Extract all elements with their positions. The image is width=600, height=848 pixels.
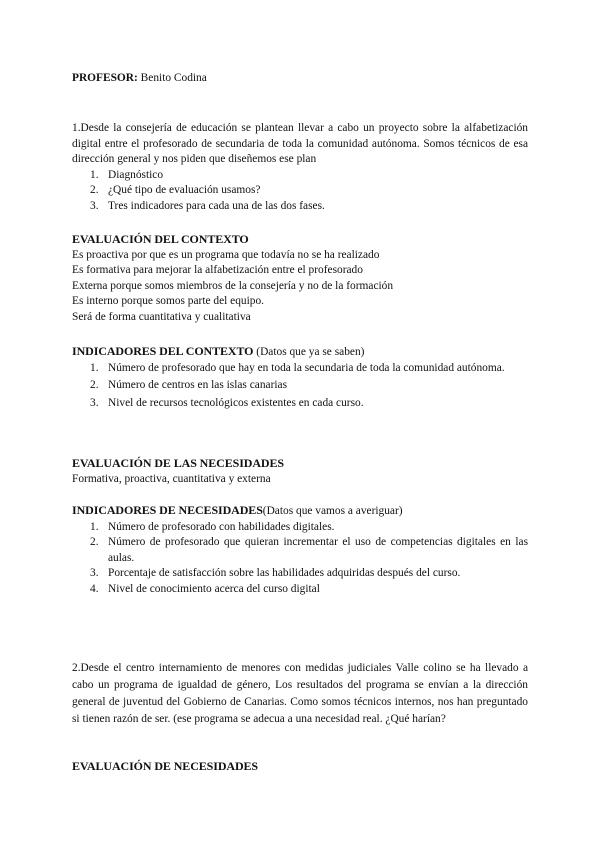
question-1-list <box>72 168 528 215</box>
question-2 <box>72 660 528 728</box>
section-subtitle: (Datos que vamos a averiguar) <box>262 505 403 517</box>
list-item: 3. Nivel de recursos tecnológicos existentes en cada curso. <box>90 396 364 409</box>
section-line: Formativa, proactiva, cuantitativa y externa <box>72 472 271 485</box>
question-1-intro: 1.Desde la consejería de educación se plantean llevar a cabo un proyecto sobre la alfabetización digital entre el profesorado de secundaria de toda la comunidad autónoma. Somos técnicos de esa dirección general y nos piden que diseñemos ese plan <box>72 122 528 165</box>
section-heading: EVALUACIÓN DEL CONTEXTO <box>72 232 249 246</box>
section-line: Es formativa para mejorar la alfabetización entre el profesorado <box>72 264 363 276</box>
professor-line <box>72 71 528 87</box>
question-2-intro: 2.Desde el centro internamiento de menores con medidas judiciales Valle colino se ha llevado a cabo un programa de igualdad de género, Los resultados del programa se envían a la dirección general de juventud del Gobierno de Canarias. Como somos técnicos internos, nos han preguntado si tienen razón de ser. (ese programa se adecua a una necesidad real. ¿Qué harían? <box>72 662 528 725</box>
section-heading-line <box>72 503 528 520</box>
list-item: 1. Número de profesorado con habilidades digitales. <box>90 520 335 533</box>
section-heading: INDICADORES DEL CONTEXTO <box>72 344 254 358</box>
ind-contexto-list <box>72 361 528 412</box>
list-item: 1. Diagnóstico <box>90 168 164 181</box>
question-1 <box>72 121 528 214</box>
professor-label: PROFESOR: <box>72 72 138 84</box>
section-eval-necesidades <box>72 456 528 487</box>
section-ind-necesidades <box>72 503 528 597</box>
list-item: 2. Número de profesorado que quieran incrementar el uso de competencias digitales en las aulas. <box>90 536 528 564</box>
section-ind-contexto <box>72 344 528 411</box>
section-line: Es interno porque somos parte del equipo. <box>72 295 265 307</box>
section-heading: EVALUACIÓN DE NECESIDADES <box>72 759 258 773</box>
list-item: 3. Porcentaje de satisfacción sobre las habilidades adquiridas después del curso. <box>90 567 461 579</box>
section-eval-contexto <box>72 232 528 325</box>
section-line: Es proactiva por que es un programa que todavía no se ha realizado <box>72 248 380 261</box>
section-line: Externa porque somos miembros de la consejería y no de la formación <box>72 279 394 292</box>
ind-necesidades-list <box>72 520 528 598</box>
section-subtitle: (Datos que ya se saben) <box>253 346 365 358</box>
section-eval-necesidades-2 <box>72 759 528 775</box>
section-heading-line <box>72 344 528 361</box>
section-heading: INDICADORES DE NECESIDADES <box>72 503 263 517</box>
section-heading: EVALUACIÓN DE LAS NECESIDADES <box>72 456 284 470</box>
professor-name: Benito Codina <box>137 72 207 84</box>
list-item: 4. Nivel de conocimiento acerca del curso digital <box>90 582 320 595</box>
list-item: 3. Tres indicadores para cada una de las dos fases. <box>90 199 325 212</box>
section-line: Será de forma cuantitativa y cualitativa <box>72 310 251 323</box>
list-item: 1. Número de profesorado que hay en toda la secundaria de toda la comunidad autónoma. <box>90 361 505 374</box>
list-item: 2. Número de centros en las islas canarias <box>90 379 288 391</box>
list-item: 2. ¿Qué tipo de evaluación usamos? <box>90 184 261 196</box>
